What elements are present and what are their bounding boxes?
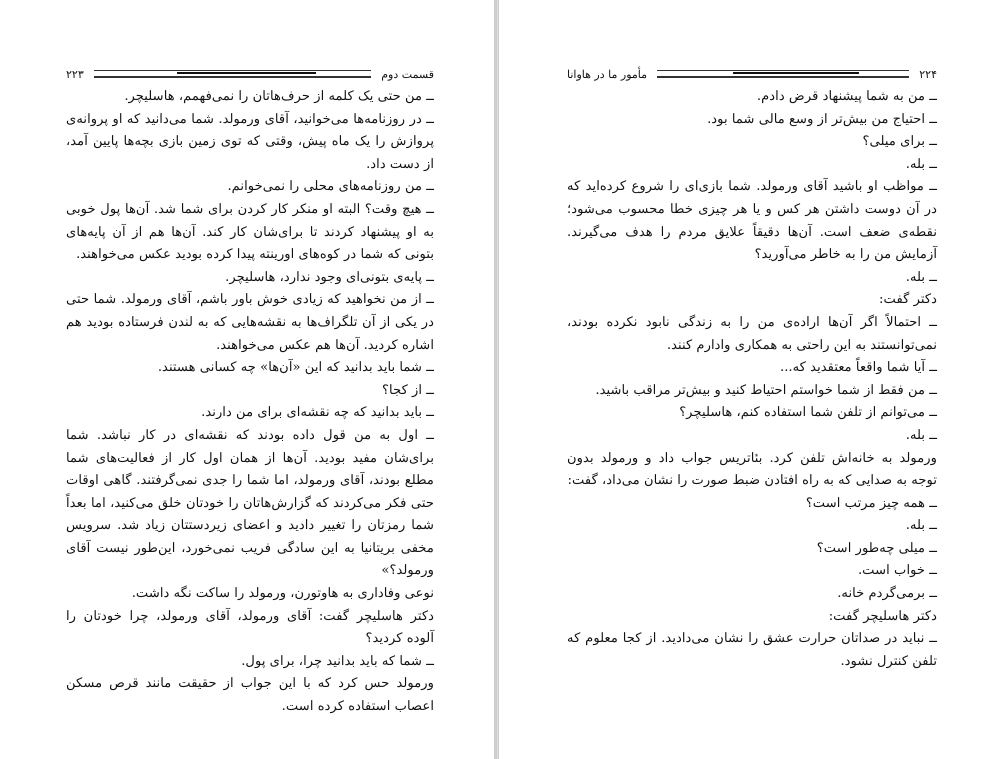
- paragraph: ــ شما که باید بدانید چرا، برای پول.: [241, 653, 434, 669]
- paragraph: ــ احتیاج من بیش‌تر از وسع مالی شما بود.: [707, 111, 937, 127]
- paragraph: دکتر گفت:: [879, 292, 937, 308]
- left-running-title: قسمت دوم: [381, 67, 434, 81]
- paragraph: ــ هیچ وقت؟ البته او منکر کار کردن برای شما شد. آن‌ها پول خوبی به او پیشنهاد کردند تا برای‌شان کار کند. آن‌ها هم از آن پایه‌های بتونی که شما در کوه‌های اورینته پیدا کرده بودید عکس می‌خواهند.: [66, 201, 434, 263]
- paragraph: ــ برمی‌گردم خانه.: [837, 586, 937, 602]
- paragraph: ــ بله.: [905, 518, 937, 534]
- paragraph: ــ خواب است.: [857, 563, 937, 579]
- header-rule: [657, 70, 909, 78]
- paragraph: ــ بله.: [905, 269, 937, 285]
- paragraph: ــ مواظب او باشید آقای ورمولد. شما بازی‌ای را شروع کرده‌اید که در آن دوست داشتن هر کس و یا هر چیزی خطا محسوب می‌شود؛ نقطه‌ی ضعف است. آن‌ها دقیقاً علایق مردم را هدف می‌گیرند. آزمایش من را به خاطر می‌آورید؟: [567, 179, 937, 263]
- paragraph: ورمولد به خانه‌اش تلفن کرد. بئاتریس جواب داد و ورمولد بدون توجه به صدایی که به راه افتادن ضبط صورت را نشان می‌داد، گفت:: [567, 450, 937, 489]
- paragraph: ــ من روزنامه‌های محلی را نمی‌خوانم.: [227, 179, 434, 195]
- paragraph: ــ پایه‌ی بتونی‌ای وجود ندارد، هاسلیچر.: [225, 269, 434, 285]
- right-page-number: ۲۲۴: [919, 67, 937, 81]
- paragraph: ــ بله.: [905, 427, 937, 443]
- paragraph: ــ من حتی یک کلمه از حرف‌هاتان را نمی‌فهمم، هاسلیچر.: [124, 89, 434, 104]
- left-page: [0, 0, 496, 759]
- paragraph: ــ احتمالاً اگر آن‌ها اراده‌ی من را به زندگی نابود نکرده بودند، نمی‌توانستند به این راحتی به همکاری وادارم کنند.: [567, 314, 937, 353]
- paragraph: ــ باید بدانید که چه نقشه‌ای برای من دارند.: [201, 405, 434, 421]
- header-rule: [94, 70, 372, 78]
- right-running-title: مأمور ما در هاوانا: [567, 67, 648, 81]
- paragraph: ــ از من نخواهید که زیادی خوش باور باشم، آقای ورمولد. شما حتی در یکی از آن تلگراف‌ها به نقشه‌هایی که به لندن فرستاده بودید هم اشاره کردید. آن‌ها هم عکس می‌خواهند.: [66, 292, 434, 353]
- paragraph: ــ می‌توانم از تلفن شما استفاده کنم، هاسلیچر؟: [679, 405, 937, 421]
- left-page-header: [66, 66, 434, 82]
- paragraph: دکتر هاسلیچر گفت:: [828, 608, 937, 624]
- paragraph: ــ من به شما پیشنهاد قرض دادم.: [756, 89, 937, 104]
- paragraph: ــ بله.: [905, 156, 937, 172]
- right-page-text: [567, 86, 937, 673]
- paragraph: ــ میلی چه‌طور است؟: [816, 540, 937, 556]
- left-page-text: [66, 86, 434, 719]
- left-page-number: ۲۲۳: [66, 67, 84, 81]
- right-page: [499, 0, 993, 759]
- paragraph: ــ آیا شما واقعاً معتقدید که...: [780, 360, 937, 376]
- paragraph: ــ نباید در صداتان حرارت عشق را نشان می‌دادید. از کجا معلوم که تلفن کنترل نشود.: [567, 631, 937, 669]
- paragraph: ــ در روزنامه‌ها می‌خوانید، آقای ورمولد. شما می‌دانید که او پروانه‌ی پروازش را یک ماه پیش، وقتی که توی زمین بازی بچه‌ها پایین آمد، از دست داد.: [66, 111, 434, 172]
- right-page-header: [567, 66, 937, 82]
- paragraph: ــ من فقط از شما خواستم احتیاط کنید و بیش‌تر مراقب باشید.: [595, 382, 937, 398]
- paragraph: ــ اول به من قول داده بودند که نقشه‌ای در کار نباشد. شما برای‌شان مفید بودید. آن‌ها از همان اول کار از فعالیت‌های شما مطلع بودند، آقای ورمولد، اما شما را جدی نمی‌گرفتند. گاهی اوقات حتی فکر می‌کردند که گزارش‌هاتان را خودتان خلق می‌کنید، اما بعداً شما رمزتان را تغییر دادید و اعضای زیردستتان زیاد شد. سرویس مخفی بریتانیا به این سادگی فریب نمی‌خورد، این‌طور نیست آقای ورمولد؟»: [66, 427, 434, 579]
- paragraph: نوعی وفاداری به هاوتورن، ورمولد را ساکت نگه داشت.: [131, 586, 434, 602]
- paragraph: ورمولد حس کرد که با این جواب از حقیقت مانند قرص مسکن اعصاب استفاده کرده است.: [66, 676, 434, 715]
- paragraph: ــ همه چیز مرتب است؟: [805, 495, 937, 511]
- paragraph: ــ شما باید بدانید که این «آن‌ها» چه کسانی هستند.: [157, 360, 434, 376]
- paragraph: ــ برای میلی؟: [862, 134, 937, 150]
- paragraph: ــ از کجا؟: [382, 382, 434, 398]
- paragraph: دکتر هاسلیچر گفت: آقای ورمولد، آقای ورمولد، چرا خودتان را آلوده کردید؟: [66, 608, 434, 647]
